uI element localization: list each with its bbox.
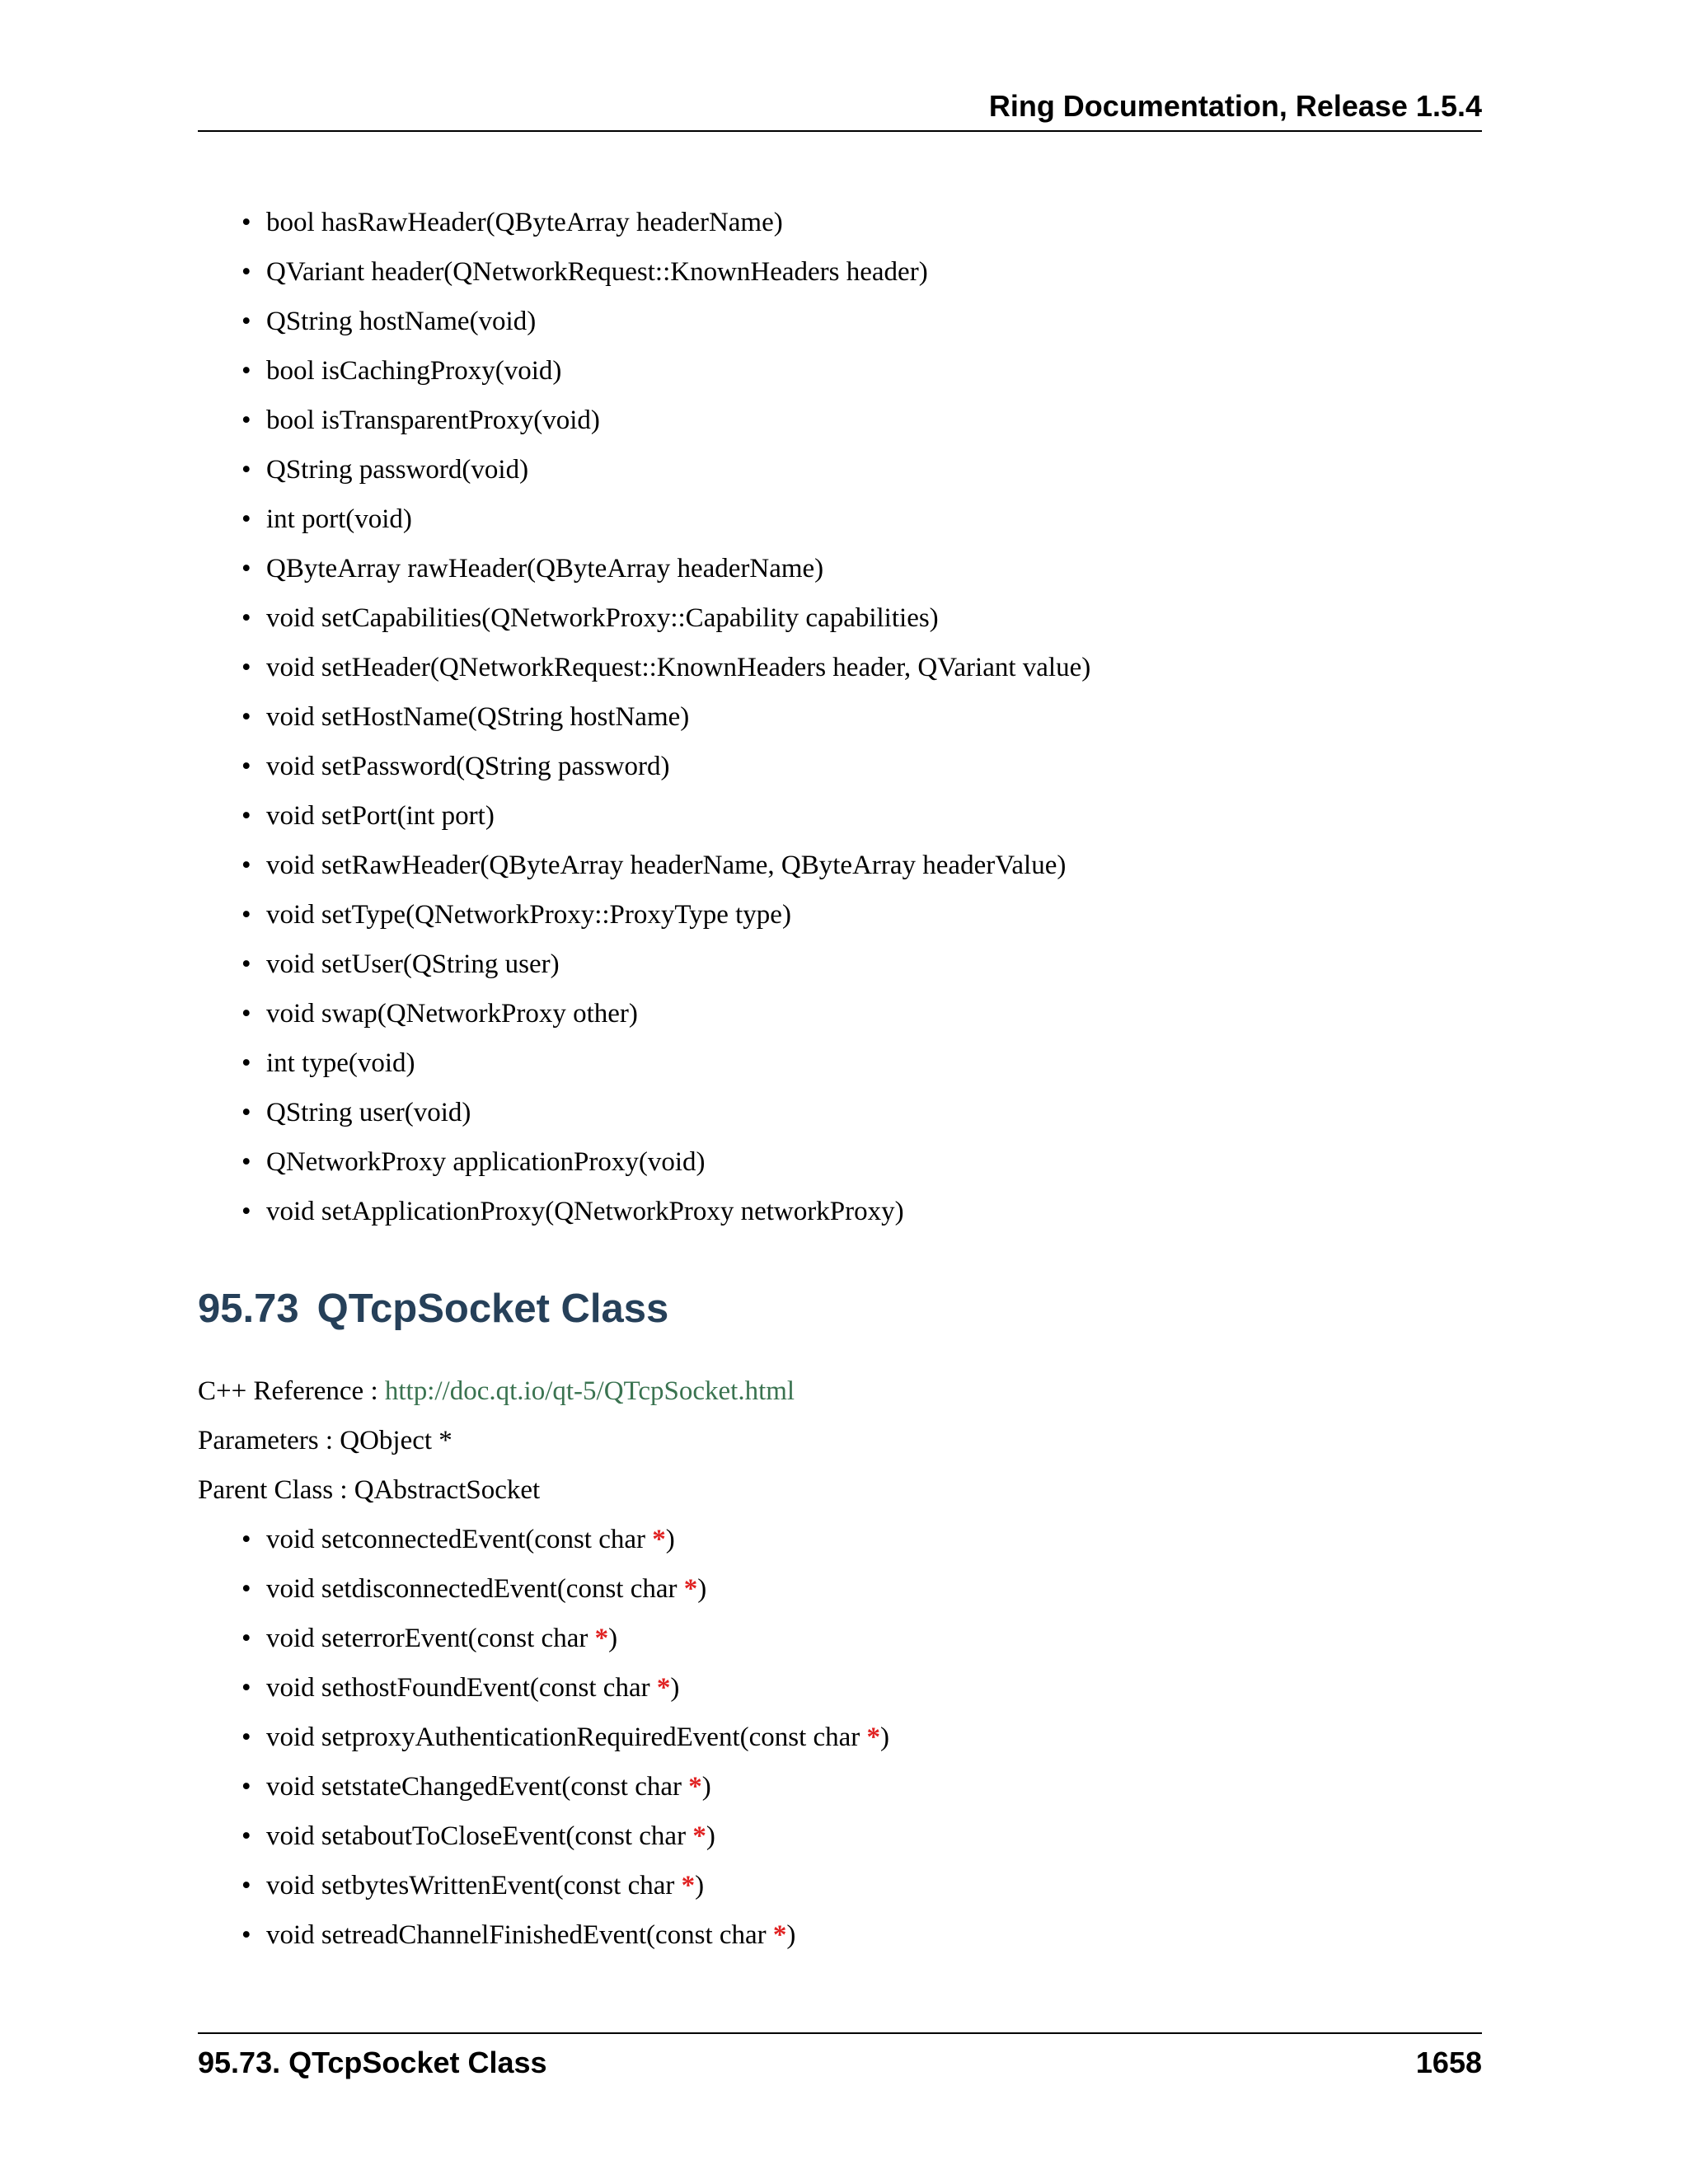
list-item: • void setreadChannelFinishedEvent(const char *) [266, 1910, 1482, 1960]
footer-section-title: 95.73. QTcpSocket Class [198, 2046, 547, 2079]
list-item: • void setType(QNetworkProxy::ProxyType type) [266, 890, 1482, 940]
list-item: • void swap(QNetworkProxy other) [266, 989, 1482, 1038]
page-content [198, 198, 1482, 1960]
list-item: • int type(void) [266, 1038, 1482, 1088]
list-item: • void setCapabilities(QNetworkProxy::Capability capabilities) [266, 593, 1482, 643]
list-item: • bool hasRawHeader(QByteArray headerName) [266, 198, 1482, 247]
list-item: • int port(void) [266, 494, 1482, 544]
list-item: • void setstateChangedEvent(const char *) [266, 1762, 1482, 1811]
list-item: • void setPassword(QString password) [266, 742, 1482, 791]
section-heading [198, 1284, 1482, 1333]
list-item: • QByteArray rawHeader(QByteArray headerName) [266, 544, 1482, 593]
page-footer [198, 2032, 1482, 2082]
page-header [198, 89, 1482, 132]
list-item: • void setPort(int port) [266, 791, 1482, 841]
document-title: Ring Documentation, Release 1.5.4 [988, 89, 1482, 123]
list-item: • bool isTransparentProxy(void) [266, 396, 1482, 445]
list-item: • QNetworkProxy applicationProxy(void) [266, 1137, 1482, 1187]
event-method-list [198, 1515, 1482, 1960]
parameters-line: Parameters : QObject * [198, 1426, 452, 1455]
list-item: • void setbytesWrittenEvent(const char *) [266, 1861, 1482, 1910]
parent-class-line: Parent Class : QAbstractSocket [198, 1475, 541, 1505]
page-number: 1658 [1415, 2046, 1482, 2079]
list-item: • void setHeader(QNetworkRequest::KnownHeaders header, QVariant value) [266, 643, 1482, 692]
list-item: • void setaboutToCloseEvent(const char *) [266, 1811, 1482, 1861]
list-item: • bool isCachingProxy(void) [266, 346, 1482, 396]
list-item: • void setHostName(QString hostName) [266, 692, 1482, 742]
list-item: • void setconnectedEvent(const char *) [266, 1515, 1482, 1564]
list-item: • void setdisconnectedEvent(const char *) [266, 1564, 1482, 1614]
section-title: QTcpSocket Class [316, 1286, 669, 1331]
list-item: • void setApplicationProxy(QNetworkProxy networkProxy) [266, 1187, 1482, 1236]
list-item: • void setUser(QString user) [266, 940, 1482, 989]
list-item: • void seterrorEvent(const char *) [266, 1614, 1482, 1663]
list-item: • QString user(void) [266, 1088, 1482, 1137]
list-item: • void setRawHeader(QByteArray headerName, QByteArray headerValue) [266, 841, 1482, 890]
cpp-reference-label: C++ Reference : [198, 1376, 385, 1406]
list-item: • QString hostName(void) [266, 297, 1482, 346]
section-number: 95.73 [198, 1286, 299, 1331]
list-item: • QVariant header(QNetworkRequest::KnownHeaders header) [266, 247, 1482, 297]
cpp-reference-link[interactable]: http://doc.qt.io/qt-5/QTcpSocket.html [384, 1376, 795, 1406]
list-item: • void setproxyAuthenticationRequiredEvent(const char *) [266, 1713, 1482, 1762]
list-item: • QString password(void) [266, 445, 1482, 494]
list-item: • void sethostFoundEvent(const char *) [266, 1663, 1482, 1713]
method-list-top [198, 198, 1482, 1236]
cpp-reference [198, 1366, 1482, 1416]
